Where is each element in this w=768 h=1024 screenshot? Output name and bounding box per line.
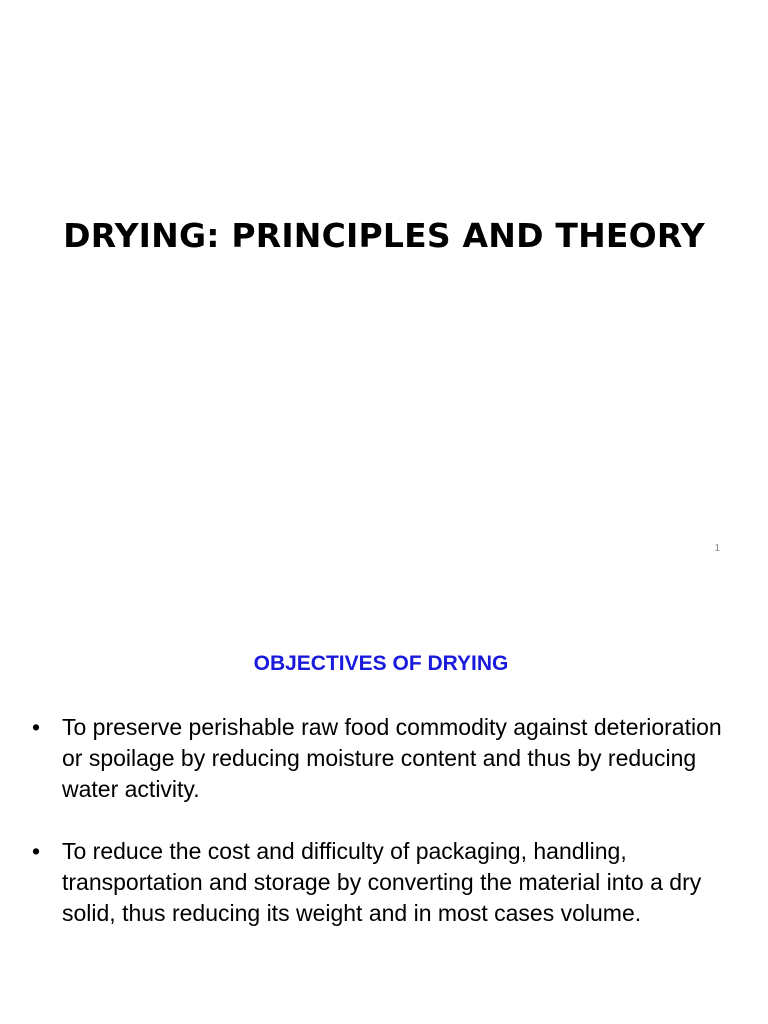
bullet-text: To reduce the cost and difficulty of packaging, handling, transportation and storage by converting the material into a dry solid, thus reducing its weight and in most cases volume. bbox=[62, 838, 702, 926]
bullet-text: To preserve perishable raw food commodity against deterioration or spoilage by reducing moisture content and thus by reducing water activity. bbox=[62, 714, 722, 802]
slide-title: DRYING: PRINCIPLES AND THEORY bbox=[63, 216, 705, 255]
bullet-item bbox=[30, 836, 740, 929]
bullet-list bbox=[30, 712, 740, 960]
bullet-item bbox=[30, 712, 740, 805]
bullet-dot-icon: • bbox=[32, 714, 41, 740]
section-heading: OBJECTIVES OF DRYING bbox=[253, 652, 509, 675]
bullet-dot-icon: • bbox=[32, 838, 41, 864]
slide-2 bbox=[0, 576, 768, 1024]
slide-number: 1 bbox=[714, 543, 720, 554]
